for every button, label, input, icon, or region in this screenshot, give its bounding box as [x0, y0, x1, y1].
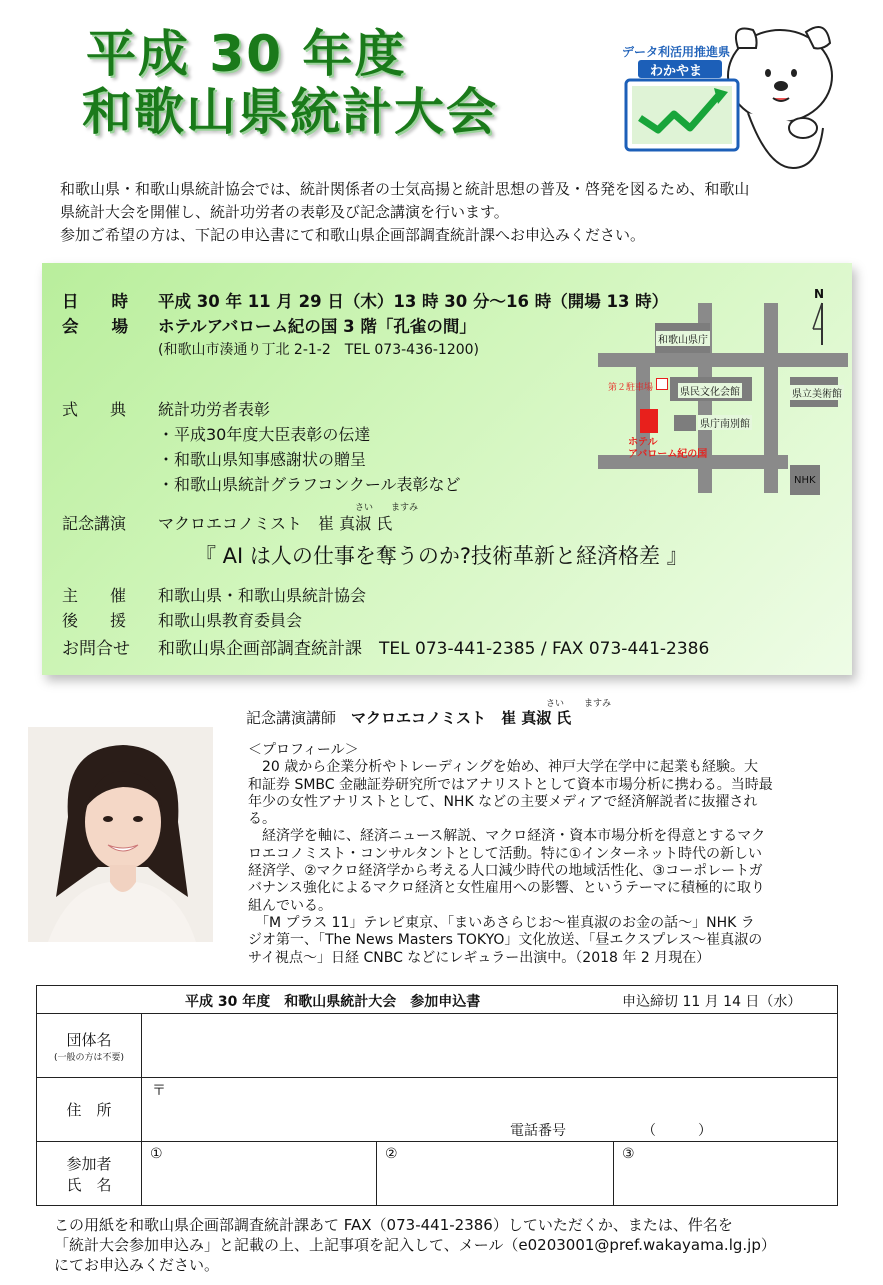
ceremony-label: 式 典 — [62, 400, 127, 419]
ceremony-title: 統計功労者表彰 — [158, 400, 271, 419]
ceremony-item: ・平成30年度大臣表彰の伝達 — [158, 425, 371, 444]
venue-map — [598, 285, 848, 500]
lecture-title: 『 AI は人の仕事を奪うのか?技術革新と経済格差 』 — [195, 544, 688, 568]
lecture-ruby-1: さい — [355, 503, 374, 513]
participant-3-mark: ③ — [622, 1146, 635, 1162]
intro-line: 参加ご希望の方は、下記の申込書にて和歌山県企画部調査統計課へお申込みください。 — [60, 226, 646, 244]
org-input[interactable] — [142, 1014, 838, 1078]
ceremony-item: ・和歌山県統計グラフコンクール表彰など — [158, 475, 461, 494]
map-label-hotel-1: ホテル — [628, 437, 658, 448]
speaker-portrait-photo — [28, 727, 213, 942]
footer-text — [54, 1215, 854, 1275]
venue-address: (和歌山市湊通り丁北 2-1-2 TEL 073-436-1200) — [158, 342, 480, 358]
profile-line: る。 — [248, 811, 276, 828]
venue-row — [62, 313, 476, 337]
participant-3-input[interactable] — [614, 1142, 838, 1206]
map-label-parking: 第２駐車場 — [608, 383, 654, 393]
map-label-south-annex: 県庁南別館 — [698, 415, 752, 430]
form-header — [37, 986, 838, 1014]
mascot-badge-bottom: わかやま — [650, 64, 703, 79]
address-input[interactable] — [142, 1078, 838, 1142]
support-value: 和歌山県教育委員会 — [158, 611, 303, 630]
lecture-speaker-name: 崔 真淑 — [318, 514, 372, 533]
dog-mascot-with-chart-icon — [618, 18, 848, 178]
speaker-heading-name: 崔 真淑 — [501, 709, 552, 727]
title-line-2: 和歌山県統計大会 — [82, 83, 498, 141]
map-label-hotel-2: アバローム紀の国 — [628, 449, 708, 460]
date-value: 平成 30 年 11 月 29 日（木）13 時 30 分～16 時（開場 13 時） — [158, 292, 669, 311]
footer-line: 「統計大会参加申込み」と記載の上、上記事項を記入して、メール（e0203001@pref.wakayama.lg.jp） — [54, 1236, 776, 1254]
participant-1-mark: ① — [150, 1146, 163, 1162]
footer-line: この用紙を和歌山県企画部調査統計課あて FAX（073-441-2386）していただくか、または、件名を — [54, 1216, 733, 1234]
profile-line: ロエコノミスト・コンサルタントとして活動。特に①インターネット時代の新しい — [248, 845, 763, 862]
support-row — [62, 608, 302, 631]
profile-line: 経済学、②マクロ経済学から考える人口減少時代の地域活性化、③コーポレートガ — [248, 863, 763, 880]
venue-label: 会 場 — [62, 317, 128, 336]
building-hotel — [640, 409, 658, 433]
speaker-photo — [28, 727, 213, 942]
title-line-1: 平成 30 年度 — [86, 25, 407, 83]
lecture-speaker-role: マクロエコノミスト — [158, 514, 303, 533]
profile-line: 組んでいる。 — [248, 897, 332, 914]
speaker-heading — [246, 707, 571, 728]
ceremony-item: ・和歌山県知事感謝状の贈呈 — [158, 450, 367, 469]
intro-line: 県統計大会を開催し、統計功労者の表彰及び記念講演を行います。 — [60, 203, 509, 221]
map-label-prefectural-office: 和歌山県庁 — [656, 331, 710, 346]
building-south-annex — [674, 415, 696, 431]
lecture-speaker-suffix: 氏 — [376, 514, 393, 533]
mascot-logo — [618, 18, 848, 178]
form-deadline: 申込締切 11 月 14 日（水） — [622, 994, 802, 1010]
date-label: 日 時 — [62, 292, 128, 311]
phone-parens: （ ） — [642, 1123, 712, 1139]
lecture-ruby-2: ますみ — [391, 503, 419, 513]
lecture-label: 記念講演 — [62, 514, 127, 533]
address-label: 住 所 — [37, 1078, 142, 1142]
footer-line: にてお申込みください。 — [54, 1256, 220, 1274]
speaker-ruby-2: ますみ — [584, 699, 612, 709]
contact-row — [62, 634, 709, 659]
profile-line: 20 歳から企業分析やトレーディングを始め、神戸大学在学中に起業も経験。大 — [248, 759, 759, 776]
lecture-row — [62, 511, 392, 534]
map-label-nhk: NHK — [794, 475, 816, 486]
participant-2-mark: ② — [385, 1146, 398, 1162]
profile-line: サイ視点～」日経 CNBC などにレギュラー出演中。（2018 年 2 月現在） — [248, 949, 711, 966]
profile-line: 年少の女性アナリストとして、NHK などの主要メディアで経済解説者に抜擢され — [248, 793, 758, 810]
participant-2-input[interactable] — [377, 1142, 614, 1206]
support-label: 後 援 — [62, 611, 127, 630]
profile-line: 経済学を軸に、経済ニュース解説、マクロ経済・資本市場分析を得意とするマク — [248, 828, 766, 845]
host-label: 主 催 — [62, 586, 127, 605]
profile-line: バナンス強化によるマクロ経済と女性雇用への影響、というテーマに積極的に取り — [248, 880, 765, 897]
north-label: N — [814, 287, 825, 301]
form-title: 平成 30 年度 和歌山県統計大会 参加申込書 — [185, 994, 481, 1010]
participant-1-input[interactable] — [142, 1142, 377, 1206]
speaker-ruby-1: さい — [546, 699, 565, 709]
profile-line: 「M プラス 11」テレビ東京、「まいあさらじお～崔真淑のお金の話～」NHK ラ — [248, 914, 755, 931]
participants-label-2: 氏 名 — [66, 1175, 112, 1194]
speaker-heading-suffix: 氏 — [556, 709, 572, 727]
participants-label-cell — [37, 1142, 142, 1206]
contact-label: お問合せ — [62, 639, 130, 659]
org-label: 団体名 — [66, 1030, 112, 1049]
intro-line: 和歌山県・和歌山県統計協会では、統計関係者の士気高揚と統計思想の普及・啓発を図るため、和歌山 — [60, 180, 750, 198]
intro-text — [60, 178, 749, 247]
org-label-cell — [37, 1014, 142, 1078]
map-label-art-museum: 県立美術館 — [790, 385, 844, 400]
page-title — [82, 25, 498, 141]
north-arrow-icon — [810, 301, 830, 347]
phone-label: 電話番号 — [510, 1123, 566, 1139]
venue-value: ホテルアバローム紀の国 3 階「孔雀の間」 — [158, 317, 476, 336]
mascot-badge-top: データ利活用推進県 — [622, 45, 731, 59]
application-form — [36, 985, 838, 1206]
postal-mark: 〒 — [152, 1083, 166, 1099]
map-label-culture-hall: 県民文化会館 — [678, 383, 742, 398]
profile-line: ジオ第一、「The News Masters TOKYO」文化放送、「昼エクスプレス～崔真淑の — [248, 932, 763, 949]
profile-title: ＜プロフィール＞ — [248, 742, 359, 758]
org-note: (一般の方は不要) — [53, 1052, 125, 1063]
ceremony-row — [62, 397, 270, 420]
parking-marker — [656, 378, 668, 390]
speaker-profile — [248, 742, 843, 967]
host-row — [62, 583, 366, 606]
speaker-heading-role: マクロエコノミスト — [351, 709, 487, 727]
contact-value: 和歌山県企画部調査統計課 TEL 073-441-2385 / FAX 073-441-2386 — [158, 639, 710, 659]
road — [598, 353, 848, 367]
profile-line: 和証券 SMBC 金融証券研究所ではアナリストとして資本市場分析に携わる。当時最 — [248, 776, 773, 793]
date-row — [62, 288, 668, 312]
host-value: 和歌山県・和歌山県統計協会 — [158, 586, 367, 605]
participants-label-1: 参加者 — [66, 1154, 112, 1173]
speaker-heading-label: 記念講演講師 — [246, 709, 337, 727]
